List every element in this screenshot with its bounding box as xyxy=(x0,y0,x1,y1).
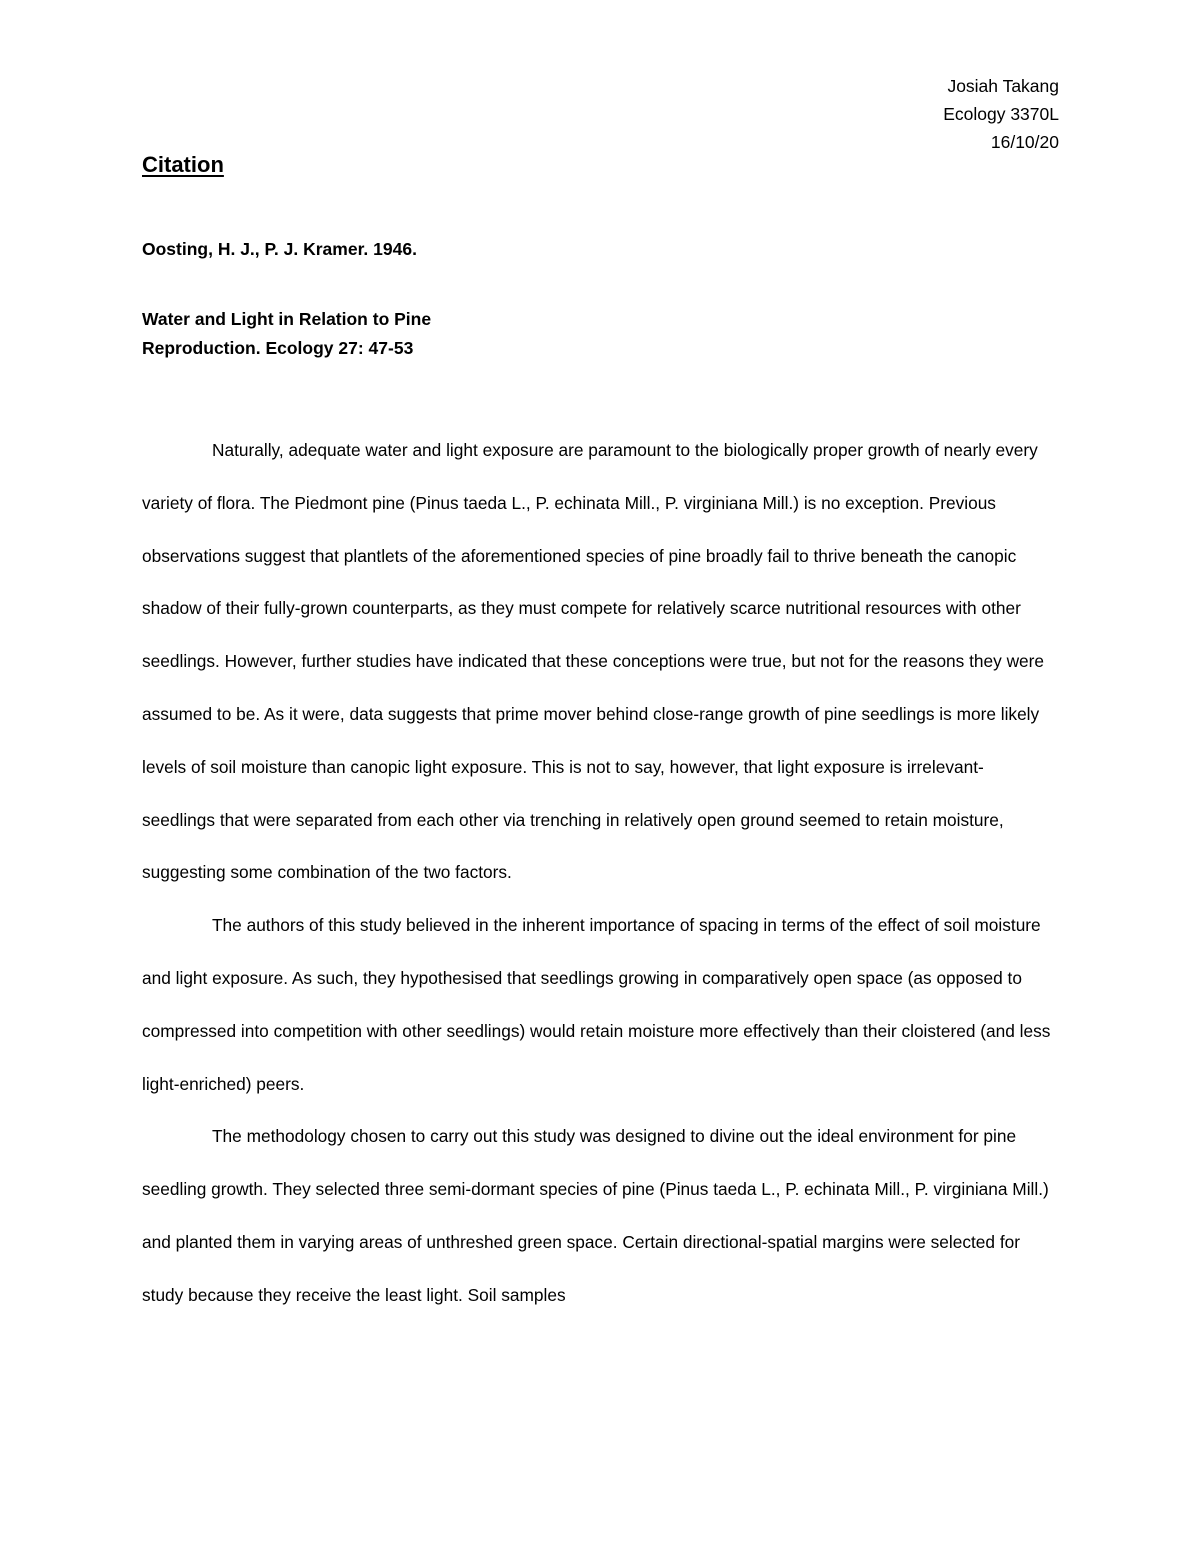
author-header xyxy=(943,72,1059,156)
document-date: 16/10/20 xyxy=(990,132,1059,152)
citation-work-title xyxy=(142,305,431,363)
summary-body xyxy=(142,424,1060,1322)
paragraph-2: The authors of this study believed in the inherent importance of spacing in terms of the effect of soil moisture and light exposure. As such, they hypothesised that seedlings growing in comparatively open space (as opposed to compressed into competition with other seedlings) would retain moisture more effectively than their cloistered (and less light-enriched) peers. xyxy=(142,915,1051,1094)
citation-authors: Oosting, H. J., P. J. Kramer. 1946. xyxy=(142,239,417,259)
page-title: Citation xyxy=(142,152,224,177)
paragraph-3: The methodology chosen to carry out this study was designed to divine out the ideal environment for pine seedling growth. They selected three semi-dormant species of pine (Pinus taeda L., P. echinata Mill., P. virginiana Mill.) and planted them in varying areas of unthreshed green space. Certain directional-spatial margins were selected for study because they receive the least light. Soil samples xyxy=(142,1126,1049,1305)
citation-title-line-2: Reproduction. Ecology 27: 47-53 xyxy=(142,338,414,358)
author-name: Josiah Takang xyxy=(947,76,1059,96)
citation-title-line-1: Water and Light in Relation to Pine xyxy=(142,309,432,329)
course-name: Ecology 3370L xyxy=(943,104,1059,124)
paragraph-1: Naturally, adequate water and light exposure are paramount to the biologically proper growth of nearly every variety of flora. The Piedmont pine (Pinus taeda L., P. echinata Mill., P. virginiana Mill.) is no exception. Previous observations suggest that plantlets of the aforementioned species of pine broadly fail to thrive beneath the canopic shadow of their fully-grown counterparts, as they must compete for relatively scarce nutritional resources with other seedlings. However, further studies have indicated that these conceptions were true, but not for the reasons they were assumed to be. As it were, data suggests that prime mover behind close-range growth of pine seedlings is more likely levels of soil moisture than canopic light exposure. This is not to say, however, that light exposure is irrelevant- seedlings that were separated from each other via trenching in relatively open ground seemed to retain moisture, suggesting some combination of the two factors. xyxy=(142,440,1045,883)
